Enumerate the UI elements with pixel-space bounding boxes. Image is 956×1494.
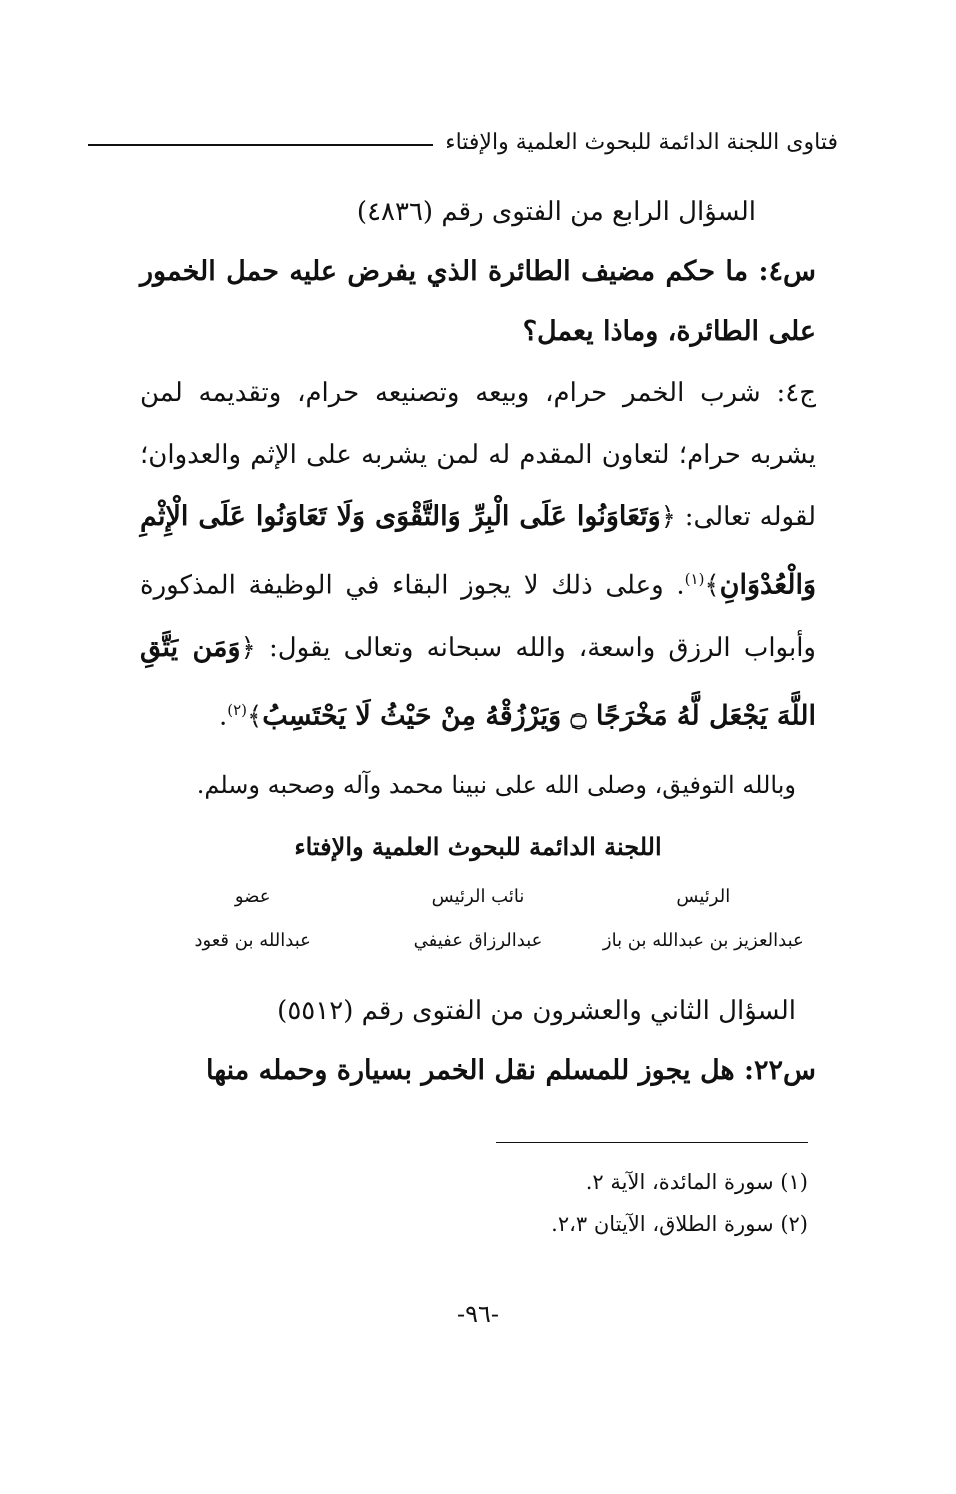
running-header [88,122,838,162]
fatwa1-answer-end: . [218,701,228,732]
footnote-ref-1: (١) [684,570,705,588]
quran-open-brace: ﴿ [660,502,676,532]
running-header-title: فتاوى اللجنة الدائمة للبحوث العلمية والإفتاء [445,129,838,155]
quran-open-brace-2: ﴿ [240,632,256,663]
member-name: عبدالعزيز بن عبدالله بن باز [602,930,804,952]
fatwa1-answer-number: ج٤: [776,378,816,408]
member-role: الرئيس [676,886,731,908]
fatwa2-subheading: السؤال الثاني والعشرون من الفتوى رقم (٥٥١٢) [277,996,796,1027]
fatwa2-question [140,1041,816,1101]
fatwa1-closing: وبالله التوفيق، وصلى الله على نبينا محمد وآله وصحبه وسلم. [196,771,796,800]
fatwa1-question [140,242,816,362]
footnote-1: (١) سورة المائدة، الآية ٢. [585,1170,808,1194]
member-name: عبدالرزاق عفيفي [413,930,543,952]
signature-block [140,875,816,963]
fatwa1-question-number: س٤: [758,256,816,287]
fatwa1-answer-text-2: . وعلى ذلك لا يجوز البقاء في الوظيفة المذكورة وأبواب الرزق واسعة، والله سبحانه وتعالى يقول: [140,570,816,663]
fatwa1-answer-text-1: شرب الخمر حرام، وبيعه وتصنيعه حرام، وتقديمه لمن يشربه حرام؛ لتعاون المقدم له لمن يشربه على الإثم والعدوان؛ لقوله تعالى: [140,378,817,532]
quran-verse-2: وَمَن يَتَّقِ اللَّهَ يَجْعَل لَّهُ مَخْرَجًا ۝ وَيَرْزُقْهُ مِنْ حَيْثُ لَا يَحْتَسِبُ [140,631,816,732]
footnotes [496,1142,808,1245]
footnote-2: (٢) سورة الطلاق، الآيتان ٢،٣. [551,1212,808,1236]
fatwa1-subheading: السؤال الرابع من الفتوى رقم (٤٨٣٦) [356,197,756,227]
page-number: -٩٦- [457,1300,499,1328]
page-body [140,182,816,1101]
fatwa1-question-text: ما حكم مضيف الطائرة الذي يفرض عليه حمل الخمور على الطائرة، وماذا يعمل؟ [140,256,816,347]
quran-verse-1: وَتَعَاوَنُوا عَلَى الْبِرِّ وَالتَّقْوَى وَلَا تَعَاوَنُوا عَلَى الْإِثْمِ وَالْعُدْوَانِ [140,501,816,601]
footnote-ref-2: (٢) [227,700,248,719]
member-role: عضو [234,886,271,908]
member-role: نائب الرئيس [431,886,525,908]
header-rule [88,144,433,146]
fatwa2-question-number: س٢٢: [744,1055,816,1087]
committee-name: اللجنة الدائمة للبحوث العلمية والإفتاء [294,832,662,862]
fatwa1-answer [140,362,816,747]
quran-close-brace: ﴾ [704,570,720,601]
member-name: عبدالله بن قعود [194,930,311,952]
footnote-rule [496,1142,808,1143]
quran-close-brace-2: ﴾ [247,701,263,732]
fatwa2-question-text: هل يجوز للمسلم نقل الخمر بسيارة وحمله منها [205,1055,735,1087]
